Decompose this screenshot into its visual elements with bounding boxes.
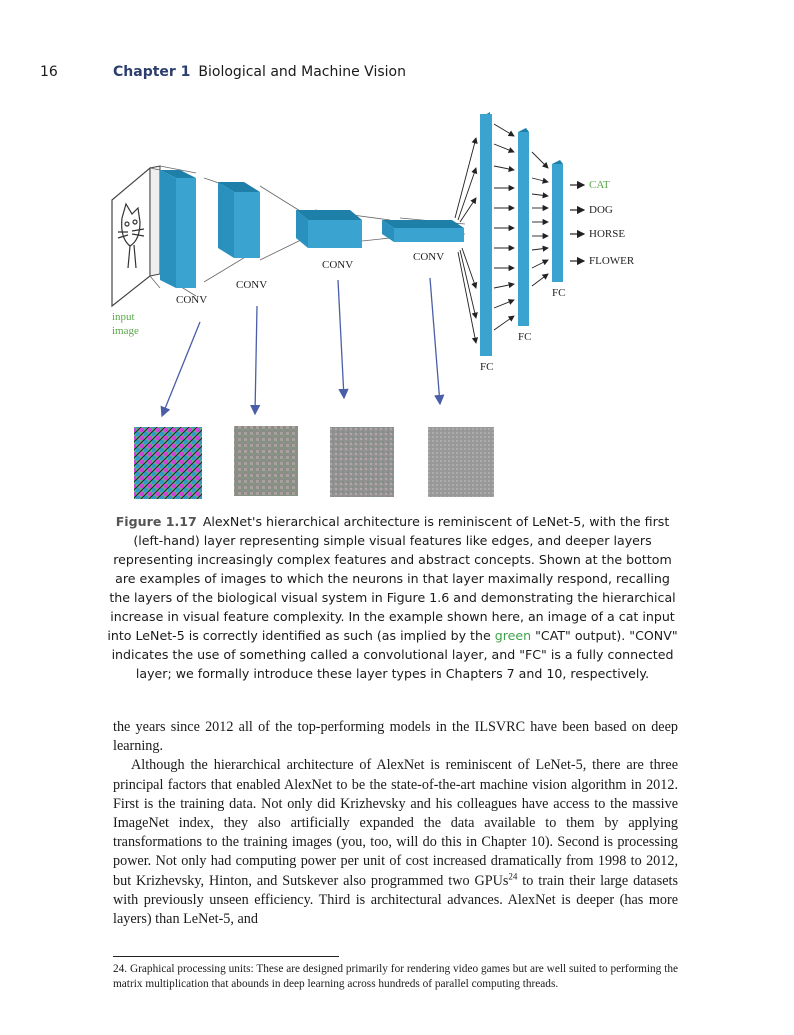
- input-label-2: image: [112, 325, 139, 337]
- output-dog: DOG: [589, 204, 613, 216]
- fc-layer-1: [480, 112, 492, 356]
- chapter-heading: [113, 64, 406, 80]
- fc1-to-fc2-arrows: [494, 124, 514, 330]
- output-flower: FLOWER: [589, 255, 635, 267]
- caption-text-b: "CAT" output). "CONV" indicates the use of something called a convolutional layer, and "FC" is a fully connected layer; we formally introduce these layer types in Chapters 7 and 10, respectively.: [111, 628, 678, 681]
- paragraph-2-b: to train their large datasets with previously unseen efficiency. Third is architectural advances. AlexNet is deeper (has more layers) than LeNet-5, and: [113, 872, 678, 928]
- fc-label-2: FC: [518, 331, 532, 343]
- alexnet-figure: [100, 108, 660, 508]
- footnote-rule: [113, 956, 339, 957]
- caption-text-a: AlexNet's hierarchical architecture is reminiscent of LeNet-5, with the first (left-hand) layer representing simple visual features like edges, and deeper layers representing increasingly complex features and abstract concepts. Shown at the bottom are examples of images to which the neurons in that layer maximally respond, recalling the layers of the biological visual system in Figure 1.6 and demonstrating the hierarchical increase in visual feature complexity. In the example shown here, an image of a cat input into LeNet-5 is correctly identified as such (as implied by the: [107, 514, 676, 643]
- body-text: [113, 718, 678, 929]
- conv-block-4: [382, 220, 464, 242]
- fc-layer-3: [552, 160, 563, 282]
- output-horse: HORSE: [589, 228, 626, 240]
- fc-label-3: FC: [552, 287, 566, 299]
- feature-image-2: [234, 426, 298, 496]
- footnote-ref[interactable]: 24: [508, 870, 518, 881]
- fc-label-1: FC: [480, 361, 494, 373]
- conv-block-2: [218, 182, 260, 258]
- feature-image-3: [330, 427, 394, 497]
- paragraph-2: [113, 756, 678, 929]
- conv-block-3: [296, 210, 362, 248]
- caption-green-word: green: [494, 628, 532, 643]
- paragraph-2-a: Although the hierarchical architecture of AlexNet is reminiscent of LeNet-5, there are three principal factors that enabled AlexNet to be the state-of-the-art machine vision algorithm in 2012. First is the training data. Not only did Krizhevsky and his colleagues have access to the massive ImageNet index, they also artificially expanded the data available to them by applying transformations to the training images (you, too, will do this in Chapter 10). Second is processing power. Not only had computing power per unit of cost increased dramatically from 1998 to 2012, but Krizhevsky, Hinton, and Sutskever also programmed two GPUs: [113, 757, 678, 889]
- page-number: 16: [40, 64, 58, 80]
- conv-label-4: CONV: [413, 251, 445, 263]
- input-label-1: input: [112, 311, 135, 323]
- running-header: [0, 64, 794, 86]
- output-cat: CAT: [589, 179, 610, 191]
- figure-caption: [105, 512, 680, 683]
- paragraph-1: the years since 2012 all of the top-performing models in the ILSVRC have been based on deep learning.: [113, 719, 678, 755]
- fc-layer-2: [518, 128, 529, 326]
- conv-label-3: CONV: [322, 259, 354, 271]
- conv-label-1: CONV: [176, 294, 208, 306]
- feature-image-4: [428, 427, 494, 497]
- conv-label-2: CONV: [236, 279, 268, 291]
- input-image: [112, 166, 160, 306]
- footnote: 24. Graphical processing units: These are designed primarily for rendering video games but are well suited to performing the matrix multiplication that abounds in deep learning across hundreds of parallel computing threads.: [113, 963, 678, 990]
- feature-image-1: [134, 427, 202, 499]
- figure-label: Figure 1.17: [115, 514, 197, 529]
- output-arrows: [570, 185, 584, 261]
- conv-block-1: [160, 170, 196, 288]
- chapter-label: Chapter 1: [113, 64, 191, 80]
- fc2-to-fc3-arrows: [532, 152, 548, 286]
- chapter-title: Biological and Machine Vision: [198, 64, 406, 80]
